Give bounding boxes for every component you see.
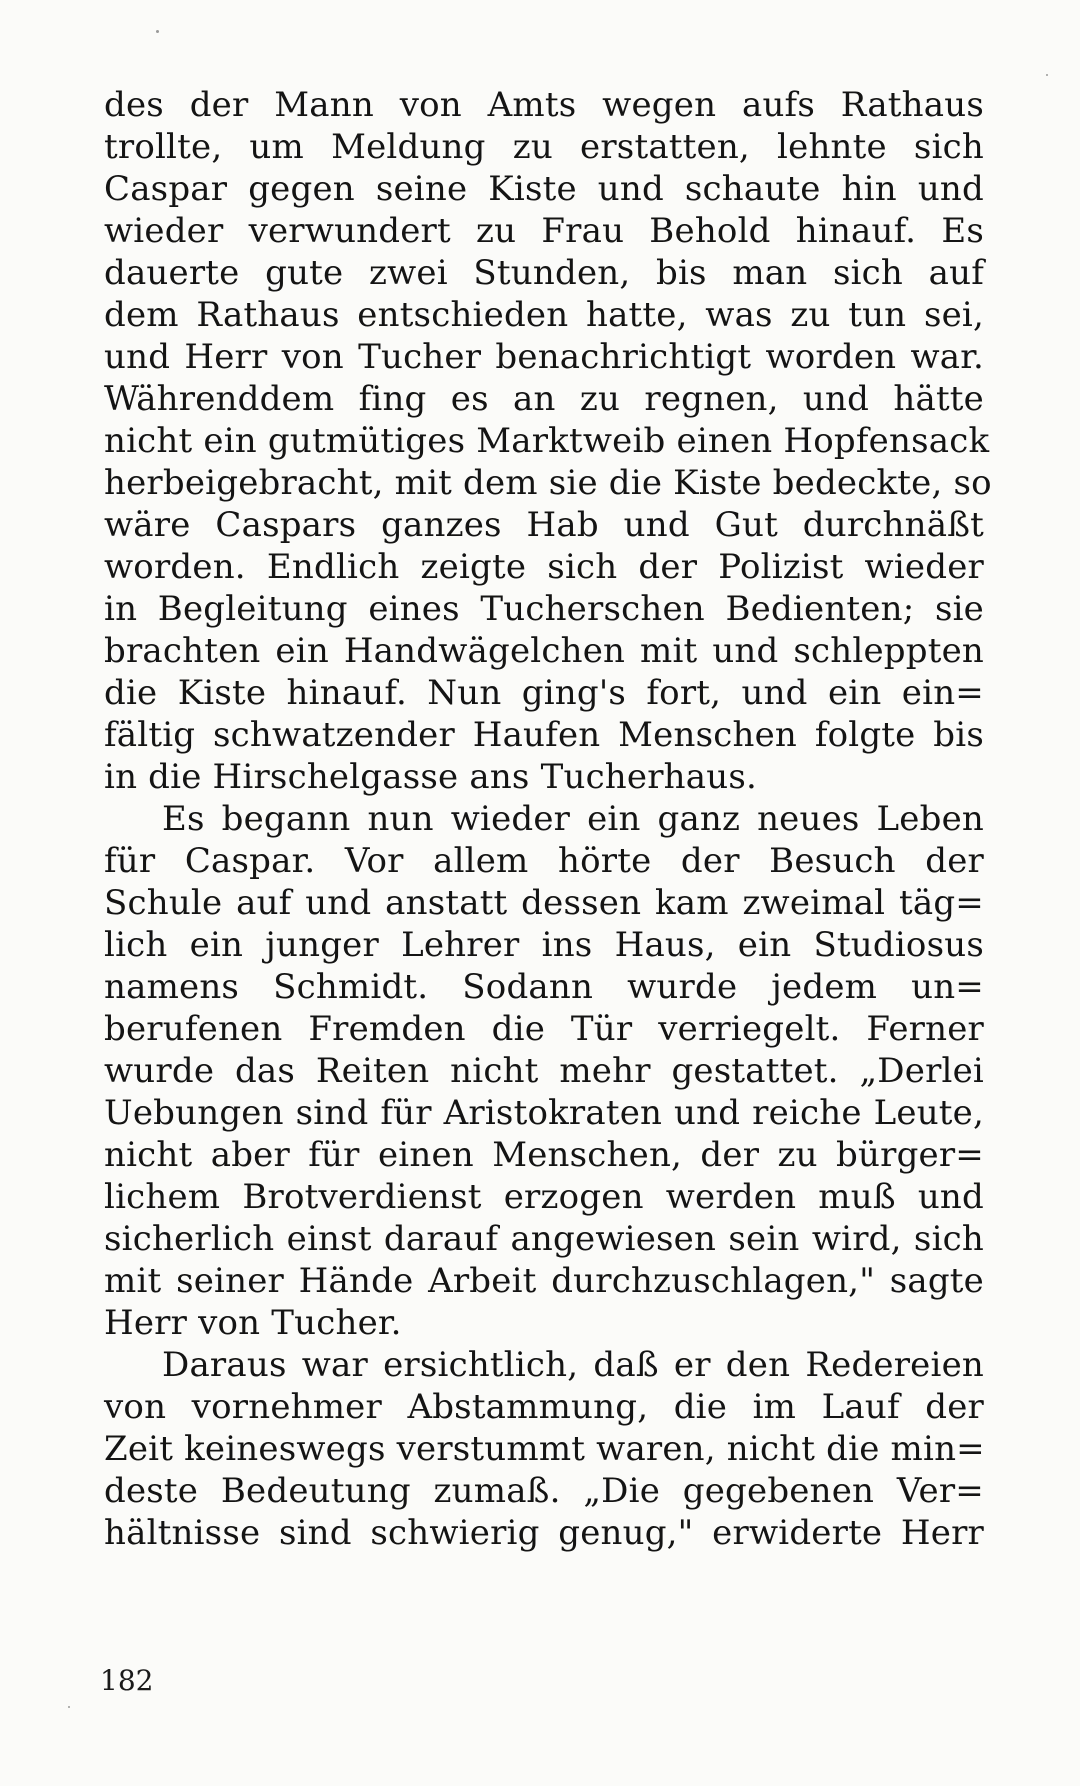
text-line: Uebungen sind für Aristokraten und reiche Leute, [104, 1093, 984, 1133]
text-line: worden. Endlich zeigte sich der Polizist wieder [104, 547, 984, 587]
text-line: wäre Caspars ganzes Hab und Gut durchnäßt [104, 505, 984, 545]
text-line: Zeit keineswegs verstummt waren, nicht die min= [104, 1429, 985, 1469]
text-line: für Caspar. Vor allem hörte der Besuch der [104, 841, 984, 881]
text-line: lich ein junger Lehrer ins Haus, ein Studiosus [104, 925, 984, 965]
text-line: namens Schmidt. Sodann wurde jedem un= [104, 967, 984, 1007]
text-line: Caspar gegen seine Kiste und schaute hin und [104, 169, 984, 209]
text-line: Schule auf und anstatt dessen kam zweimal täg= [104, 883, 984, 923]
text-line: Herr von Tucher. [104, 1303, 402, 1343]
text-line: von vornehmer Abstammung, die im Lauf der [104, 1387, 984, 1427]
text-line: die Kiste hinauf. Nun ging's fort, und ein ein= [104, 673, 984, 713]
text-line: wieder verwundert zu Frau Behold hinauf. Es [104, 211, 984, 251]
text-line: brachten ein Handwägelchen mit und schleppten [104, 631, 984, 671]
text-line: wurde das Reiten nicht mehr gestattet. „Derlei [104, 1051, 984, 1091]
text-line: in die Hirschelgasse ans Tucherhaus. [104, 757, 758, 797]
paragraph-start-line: Es begann nun wieder ein ganz neues Leben [162, 799, 984, 839]
text-line: und Herr von Tucher benachrichtigt worden war. [104, 337, 984, 377]
text-line: in Begleitung eines Tucherschen Bedienten; sie [104, 589, 984, 629]
text-line: Währenddem fing es an zu regnen, und hätte [104, 379, 984, 419]
page-number: 182 [100, 1664, 154, 1697]
text-line: nicht ein gutmütiges Marktweib einen Hopfensack [104, 421, 990, 461]
text-line: sicherlich einst darauf angewiesen sein wird, sich [104, 1219, 984, 1259]
body-text [104, 84, 992, 1644]
text-line: lichem Brotverdienst erzogen werden muß und [104, 1177, 984, 1217]
paper-speck [156, 30, 159, 33]
paper-speck [1046, 74, 1048, 76]
text-line: dem Rathaus entschieden hatte, was zu tun sei, [104, 295, 984, 335]
text-line: hältnisse sind schwierig genug," erwiderte Herr [104, 1513, 984, 1553]
text-line: deste Bedeutung zumaß. „Die gegebenen Ver= [104, 1471, 984, 1511]
paragraph-start-line: Daraus war ersichtlich, daß er den Redereien [162, 1345, 984, 1385]
text-line: nicht aber für einen Menschen, der zu bürger= [104, 1135, 984, 1175]
text-line: fältig schwatzender Haufen Menschen folgte bis [104, 715, 984, 755]
text-line: berufenen Fremden die Tür verriegelt. Ferner [104, 1009, 984, 1049]
text-line: herbeigebracht, mit dem sie die Kiste bedeckte, so [104, 463, 992, 503]
paper-speck [68, 1706, 70, 1708]
text-line: des der Mann von Amts wegen aufs Rathaus [104, 85, 984, 125]
text-line: trollte, um Meldung zu erstatten, lehnte sich [104, 127, 984, 167]
text-line: mit seiner Hände Arbeit durchzuschlagen," sagte [104, 1261, 984, 1301]
text-line: dauerte gute zwei Stunden, bis man sich auf [104, 253, 984, 293]
